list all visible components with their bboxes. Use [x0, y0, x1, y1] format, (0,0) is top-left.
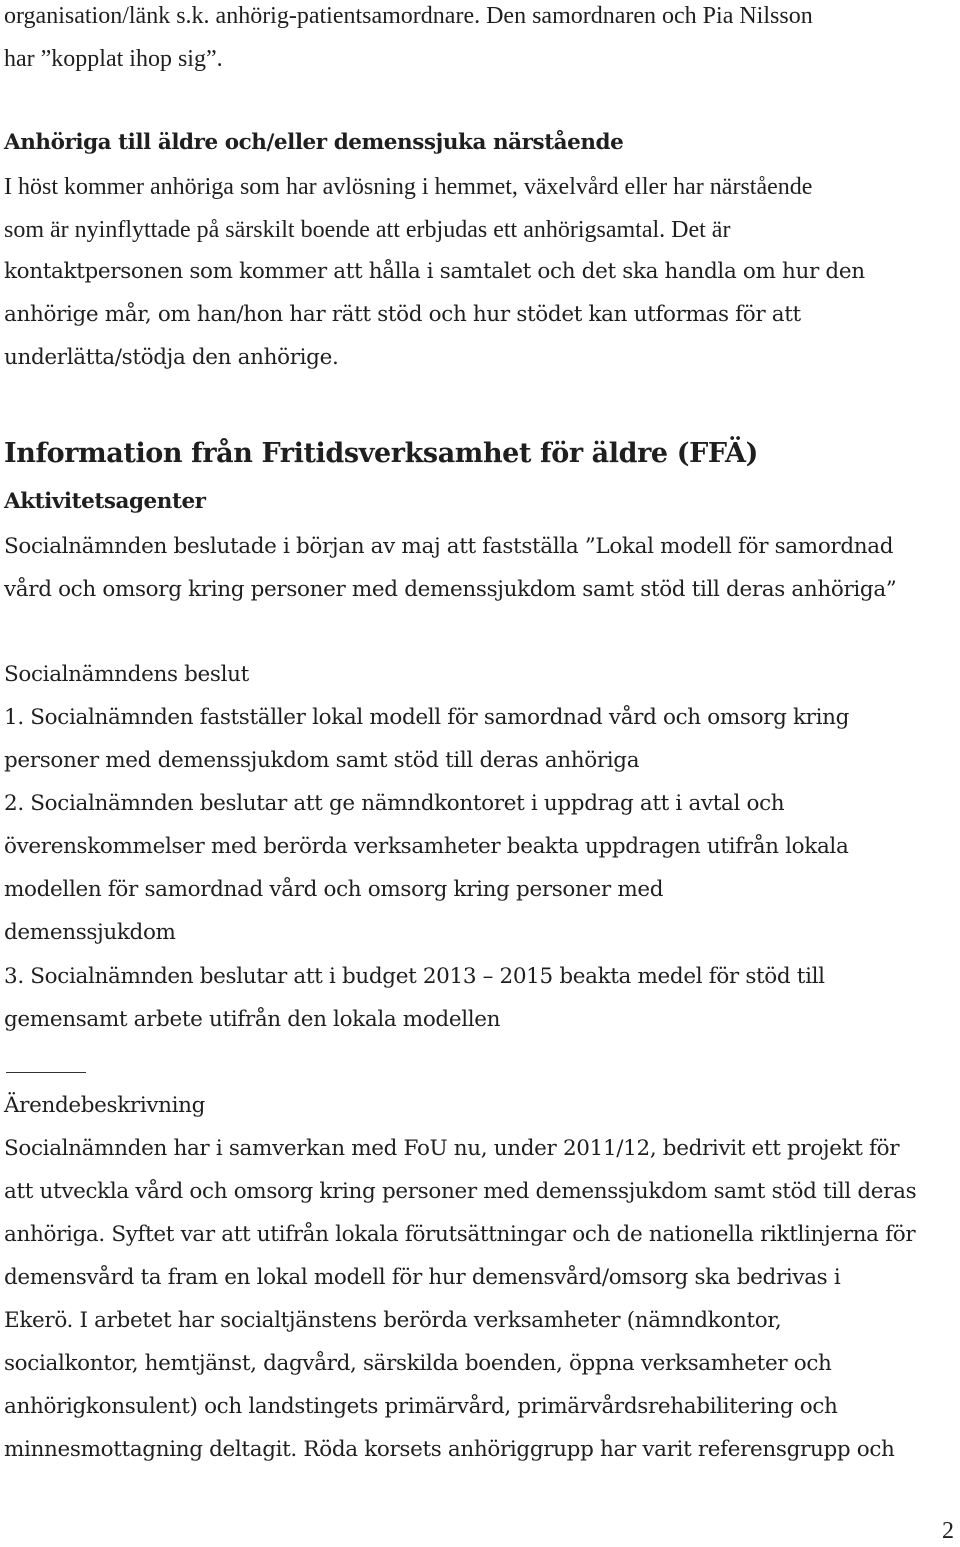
case-line: socialkontor, hemtjänst, dagvård, särskilda boenden, öppna verksamheter och: [4, 1351, 832, 1376]
intro-line: har ”kopplat ihop sig”.: [4, 46, 223, 72]
case-line: anhöriga. Syftet var att utifrån lokala förutsättningar och de nationella riktlinjerna för: [4, 1222, 916, 1247]
page-number: 2: [942, 1518, 954, 1544]
relatives-line: I höst kommer anhöriga som har avlösning i hemmet, växelvård eller har närstående: [4, 174, 813, 200]
ffa-line: Socialnämnden beslutade i början av maj att fastställa ”Lokal modell för samordnad: [4, 534, 894, 559]
decision-line: personer med demenssjukdom samt stöd till deras anhöriga: [4, 748, 640, 773]
case-line: Ekerö. I arbetet har socialtjänstens berörda verksamheter (nämndkontor,: [4, 1308, 782, 1333]
intro-line: organisation/länk s.k. anhörig-patientsamordnare. Den samordnaren och Pia Nilsson: [4, 3, 813, 29]
decision-line: överenskommelser med berörda verksamheter beakta uppdragen utifrån lokala: [4, 834, 849, 859]
relatives-line: underlätta/stödja den anhörige.: [4, 345, 339, 370]
case-line: anhörigkonsulent) och landstingets primärvård, primärvårdsrehabilitering och: [4, 1394, 838, 1419]
case-line: att utveckla vård och omsorg kring personer med demenssjukdom samt stöd till deras: [4, 1179, 917, 1204]
section-heading-ffa: Information från Fritidsverksamhet för äldre (FFÄ): [4, 438, 758, 469]
decision-line: 1. Socialnämnden fastställer lokal modell för samordnad vård och omsorg kring: [4, 705, 850, 730]
ffa-line: vård och omsorg kring personer med demenssjukdom samt stöd till deras anhöriga”: [4, 577, 897, 602]
decision-line: modellen för samordnad vård och omsorg kring personer med: [4, 877, 664, 902]
case-line: demensvård ta fram en lokal modell för hur demensvård/omsorg ska bedrivas i: [4, 1265, 841, 1290]
relatives-line: som är nyinflyttade på särskilt boende att erbjudas ett anhörigsamtal. Det är: [4, 217, 731, 243]
relatives-line: anhörige mår, om han/hon har rätt stöd och hur stödet kan utformas för att: [4, 302, 801, 327]
decision-line: 2. Socialnämnden beslutar att ge nämndkontoret i uppdrag att i avtal och: [4, 791, 785, 816]
decision-line: 3. Socialnämnden beslutar att i budget 2013 – 2015 beakta medel för stöd till: [4, 964, 825, 989]
relatives-line: kontaktpersonen som kommer att hålla i samtalet och det ska handla om hur den: [4, 259, 865, 284]
section-heading-relatives: Anhöriga till äldre och/eller demenssjuka närstående: [4, 130, 624, 155]
decision-title: Socialnämndens beslut: [4, 662, 249, 687]
case-line: Socialnämnden har i samverkan med FoU nu, under 2011/12, bedrivit ett projekt för: [4, 1136, 900, 1161]
decision-line: gemensamt arbete utifrån den lokala modellen: [4, 1007, 501, 1032]
case-title: Ärendebeskrivning: [4, 1093, 206, 1118]
case-line: minnesmottagning deltagit. Röda korsets anhöriggrupp har varit referensgrupp och: [4, 1437, 895, 1462]
section-subheading-activity-agents: Aktivitetsagenter: [4, 489, 206, 514]
separator-rule: [6, 1072, 86, 1073]
decision-line: demenssjukdom: [4, 920, 176, 945]
